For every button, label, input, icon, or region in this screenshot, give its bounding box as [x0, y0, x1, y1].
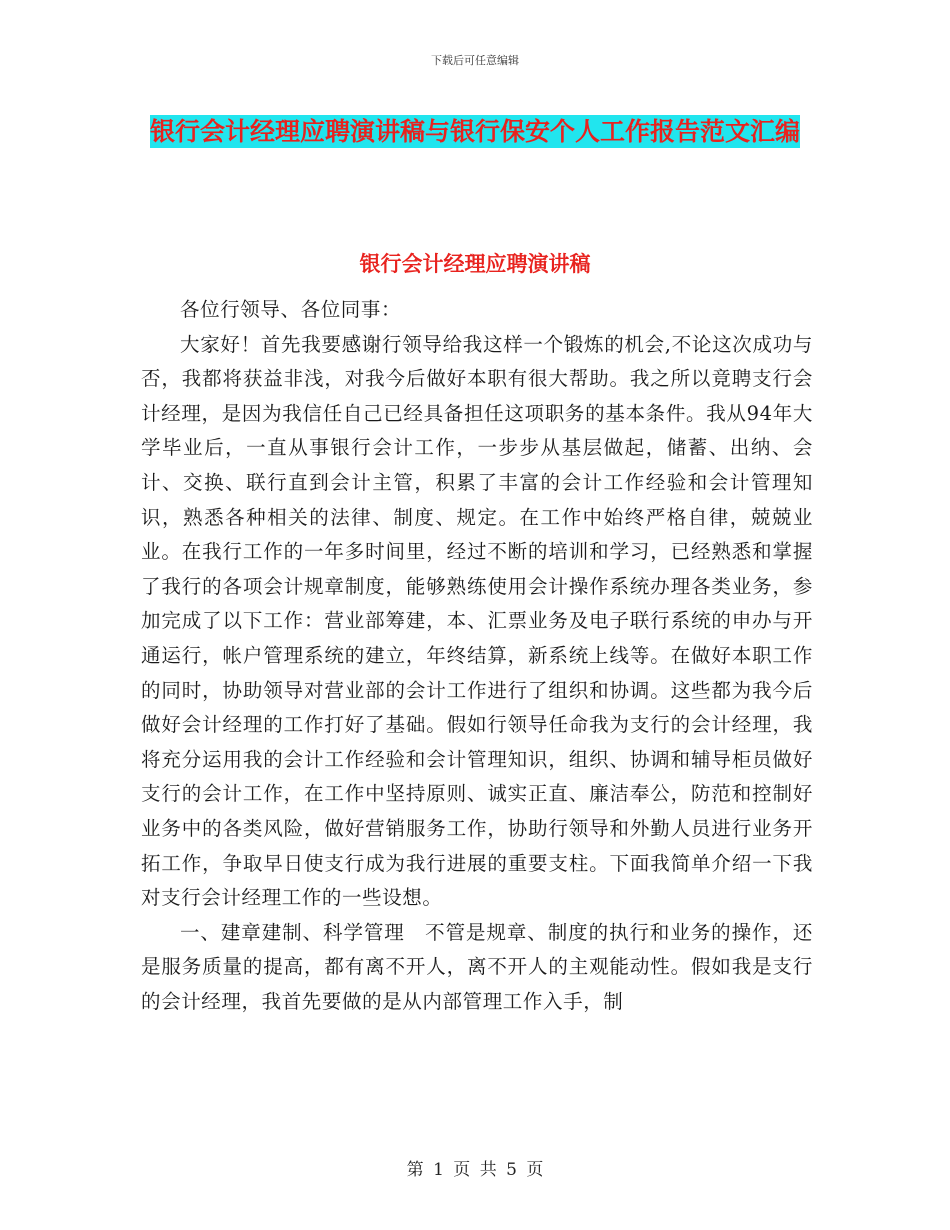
document-body: [141, 293, 813, 1019]
page-header: 下载后可任意编辑: [431, 54, 519, 67]
page-footer: 第 1 页 共 5 页: [406, 1160, 544, 1180]
body-paragraph: 一、建章建制、科学管理 不管是规章、制度的执行和业务的操作，还是服务质量的提高，都有离不开人，离不开人的主观能动性。假如我是支行的会计经理，我首先要做的是从内部管理工作入手，制: [141, 920, 813, 1013]
body-paragraph: 大家好！首先我要感谢行领导给我这样一个锻炼的机会,不论这次成功与否，我都将获益非浅，对我今后做好本职有很大帮助。我之所以竟聘支行会计经理，是因为我信任自己已经具备担任这项职务的基本条件。我从94年大学毕业后，一直从事银行会计工作，一步步从基层做起，储蓄、出纳、会计、交换、联行直到会计主管，积累了丰富的会计工作经验和会计管理知识，熟悉各种相关的法律、制度、规定。在工作中始终严格自律，兢兢业业。在我行工作的一年多时间里，经过不断的培训和学习，已经熟悉和掌握了我行的各项会计规章制度，能够熟练使用会计操作系统办理各类业务，参加完成了以下工作：营业部筹建，本、汇票业务及电子联行系统的申办与开通运行，帐户管理系统的建立，年终结算，新系统上线等。在做好本职工作的同时，协助领导对营业部的会计工作进行了组织和协调。这些都为我今后做好会计经理的工作打好了基础。假如行领导任命我为支行的会计经理，我将充分运用我的会计工作经验和会计管理知识，组织、协调和辅导柜员做好支行的会计工作，在工作中坚持原则、诚实正直、廉洁奉公，防范和控制好业务中的各类风险，做好营销服务工作，协助行领导和外勤人员进行业务开拓工作，争取早日使支行成为我行进展的重要支柱。下面我简单介绍一下我对支行会计经理工作的一些设想。: [141, 332, 813, 910]
salutation-paragraph: 各位行领导、各位同事：: [180, 298, 402, 321]
document-title: [150, 108, 800, 156]
section-title: 银行会计经理应聘演讲稿: [359, 252, 591, 276]
document-title-text: 银行会计经理应聘演讲稿与银行保安个人工作报告范文汇编: [150, 117, 801, 146]
